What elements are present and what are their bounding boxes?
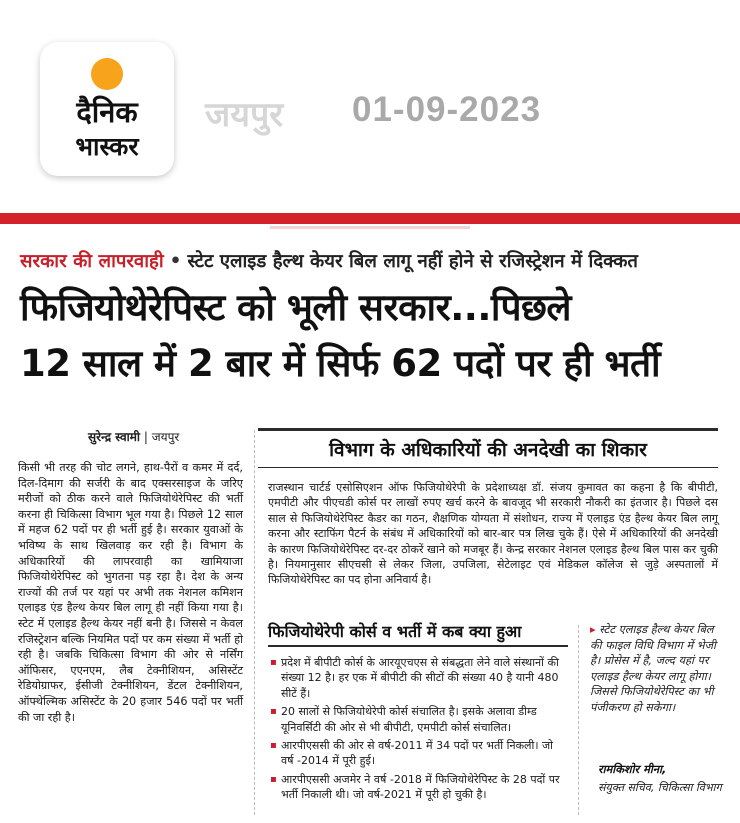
byline-location: | जयपुर (143, 430, 180, 444)
quote-divider (578, 625, 579, 815)
timeline-item: ▪ आरपीएससी अजमेर ने वर्ष -2018 में फिजियोथेरेपिस्ट के 28 पदों पर भर्ती निकाली थी। जो वर्ष-2021 में पूरी हो चुकी है। (270, 772, 568, 803)
kicker-separator: • (169, 251, 182, 272)
masthead (0, 0, 740, 205)
top-red-rule (0, 213, 740, 224)
edition-date: 01-09-2023 (352, 90, 542, 129)
timeline-item: ▪ 20 सालों से फिजियोथेरेपी कोर्स संचालित है। इसके अलावा डीम्ड यूनिवर्सिटी की ओर से भी बीपीटी, एमपीटी कोर्स संचालित। (270, 704, 568, 735)
section-heading-box (258, 428, 718, 468)
timeline-item: ▪ प्रदेश में बीपीटी कोर्स के आरयूएचएस से संबद्धता लेने वाले संस्थानों की संख्या 12 है। हर एक में बीपीटी की सीटों की संख्या 40 है यानी 480 सीटें हैं। (270, 655, 568, 701)
quote-mark-icon: ▸ (590, 623, 596, 636)
quote-author: रामकिशोर मीना, (598, 763, 667, 776)
column-divider (254, 430, 255, 815)
logo-text-line1: दैनिक (76, 95, 138, 129)
kicker-label: सरकार की लापरवाही (20, 251, 164, 272)
quote-text: स्टेट एलाइड हैल्थ केयर बिल की फाइल विधि विभाग में भेजी है। प्रोसेस में है, जल्द यहां पर एलाइड हैल्थ केयर लागू होगा। जिससे फिजियोथेरेपिस्ट का भी पंजीकरण हो सकेगा। (590, 623, 716, 714)
timeline-heading-rule (268, 645, 568, 647)
sun-icon (91, 58, 123, 90)
timeline-item: ▪ आरपीएससी की ओर से वर्ष-2011 में 34 पदों पर भर्ती निकली। जो वर्ष -2014 में पूरी हुई। (270, 738, 568, 769)
edition-city: जयपुर (205, 95, 284, 135)
headline-line-2: 12 साल में 2 बार में सिर्फ 62 पदों पर ही भर्ती (20, 342, 661, 385)
section-heading: विभाग के अधिकारियों की अनदेखी का शिकार (329, 439, 647, 461)
article-body-left: किसी भी तरह की चोट लगने, हाथ-पैरों व कमर में दर्द, दिल-दिमाग की सर्जरी के बाद एक्सरसाइज के जरिए मरीजों को ठीक करने वाले फिजियोथेरेपिस्ट की भर्ती करना ही चिकित्सा विभाग भूल गया है। पिछले 12 साल में महज 62 पदों पर ही भर्ती हुई है। सरकार युवाओं के भविष्य के साथ खिलवाड़ कर रही है। विभाग के अधिकारियों की लापरवाही का खामियाजा फिजियोथेरेपिस्ट को भुगतना पड़ रहा है। देश के अन्य राज्यों की तर्ज पर यहां पर अभी तक नेशनल कमिशन एलाइड एंड हैल्थ केयर बिल लागू ही नहीं किया गया है। स्टेट में एलाइड हैल्थ केयर नहीं बनी है। जिससे न केवल रजिस्ट्रेशन बल्कि नियमित पदों पर कम संख्या में भर्ती हो रही है। जबकि चिकित्सा विभाग की ओर से नर्सिंग ऑफिसर, एएनएम, लैब टेक्नीशियन, असिस्टेंट रेडियोग्राफर, ईसीजी टेक्नीशियन, डेंटल टेक्नीशियन, ऑफ्थेल्मिक असिस्टेंट के 20 हजार 546 पदों पर भर्ती की जा रही है। (18, 461, 243, 724)
faded-rule (270, 226, 470, 229)
logo-text-line2: भास्कर (75, 132, 139, 161)
timeline-list (270, 655, 568, 806)
quote-author-role: संयुक्त सचिव, चिकित्सा विभाग (598, 781, 722, 794)
dainik-bhaskar-logo (40, 42, 174, 176)
kicker (20, 248, 720, 273)
headline-line-1: फिजियोथेरेपिस्ट को भूली सरकार...पिछले (20, 286, 571, 329)
section-paragraph: राजस्थान चार्टर्ड एसोसिएशन ऑफ फिजियोथेरेपी के प्रदेशाध्यक्ष डॉ. संजय कुमावत का कहना है कि बीपीटी, एमपीटी और पीएचडी कोर्स पर लाखों रुपए खर्च करने के बावजूद भी सरकारी नौकरी का इंतजार है। पिछले दस साल से फिजियोथेरेपिस्ट कैडर का गठन, शैक्षणिक योग्यता में संशोधन, राज्य में एलाइड एंड हैल्थ केयर बिल लागू करना और स्टाफिंग पैटर्न के संबंध में अधिकारियों को बार-बार पत्र लिख चुके हैं। ऐसे में अधिकारियों की अनदेखी के कारण फिजियोथेरेपिस्ट दर-दर ठोकरें खाने को मजबूर हैं। केन्द्र सरकार नेशनल एलाइड हैल्थ बिल पास कर चुकी है। नियमानुसार सीएचसी से लेकर जिला, उपजिला, सेटेलाइट एवं मेडिकल कॉलेज से जुड़े अस्पतालों में फिजियोथेरेपिस्ट का पद होना अनिवार्य है। (268, 481, 718, 587)
byline-author: सुरेन्द्र स्वामी (88, 430, 141, 444)
official-quote (590, 622, 722, 715)
timeline-heading: फिजियोथेरेपी कोर्स व भर्ती में कब क्या हुआ (268, 622, 522, 641)
kicker-text: स्टेट एलाइड हैल्थ केयर बिल लागू नहीं होने से रजिस्ट्रेशन में दिक्कत (187, 251, 638, 272)
byline (88, 428, 179, 445)
